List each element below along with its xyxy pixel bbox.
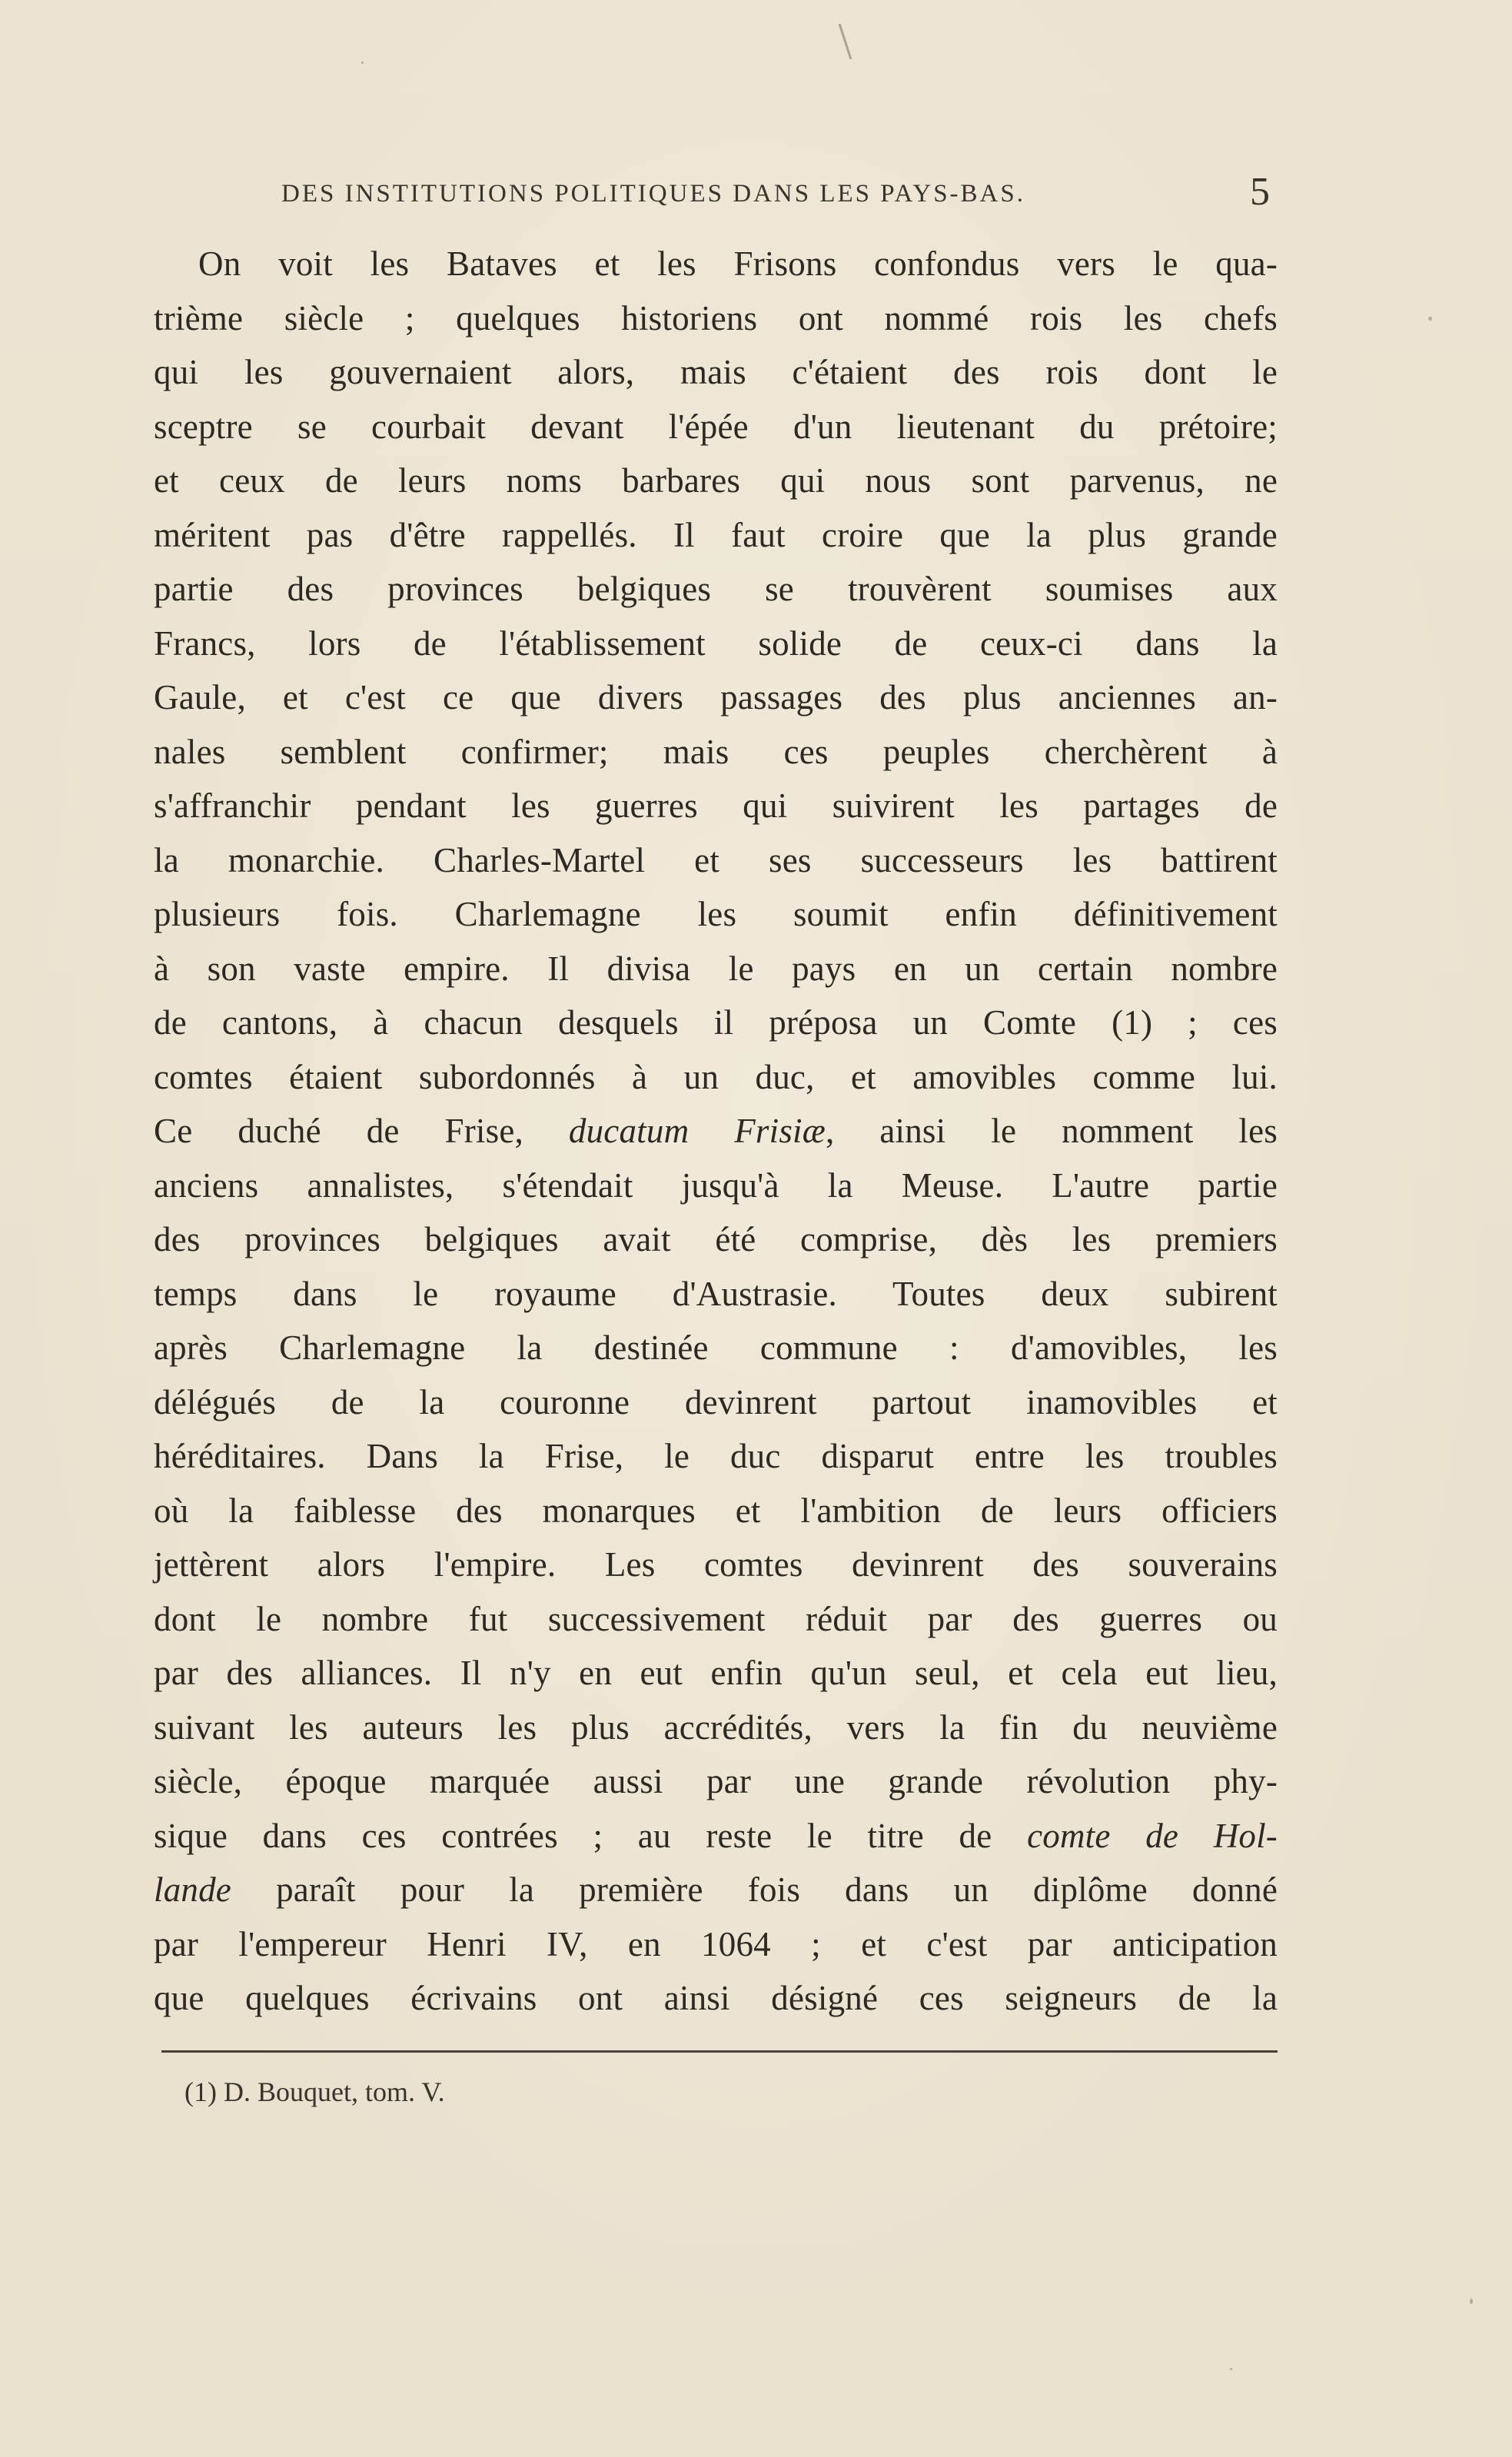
text-line: la monarchie. Charles-Martel et ses successeurs les battirent	[154, 840, 1278, 879]
text-line: délégués de la couronne devinrent partout inamovibles et	[154, 1382, 1278, 1421]
italic-term: comte de Hol-	[1027, 1816, 1278, 1855]
text-segment: , ainsi le nomment les	[825, 1112, 1278, 1150]
text-line	[154, 1104, 1278, 1159]
text-line: par l'empereur Henri IV, en 1064 ; et c'est par anticipation	[154, 1924, 1278, 1963]
text-line: de cantons, à chacun desquels il préposa un Comte (1) ; ces	[154, 1003, 1278, 1042]
text-line: siècle, époque marquée aussi par une grande révolution phy-	[154, 1762, 1278, 1800]
text-line: On voit les Bataves et les Frisons confondus vers le qua-	[198, 244, 1278, 283]
text-line	[154, 1863, 1278, 1917]
text-line	[154, 1809, 1278, 1864]
text-line: que quelques écrivains ont ainsi désigné ces seigneurs de la	[154, 1979, 1278, 2017]
text-line: où la faiblesse des monarques et l'ambition de leurs officiers	[154, 1491, 1278, 1530]
italic-term: ducatum Frisiæ	[568, 1112, 826, 1150]
ink-mark	[839, 24, 852, 60]
text-line: trième siècle ; quelques historiens ont nommé rois les chefs	[154, 298, 1278, 337]
body-text	[154, 237, 1278, 2026]
text-line: comtes étaient subordonnés à un duc, et amovibles comme lui.	[154, 1057, 1278, 1096]
text-line: nales semblent confirmer; mais ces peuples cherchèrent à	[154, 732, 1278, 771]
running-title: DES INSTITUTIONS POLITIQUES DANS LES PAYS-BAS.	[281, 180, 1025, 208]
text-line: après Charlemagne la destinée commune : d'amovibles, les	[154, 1328, 1278, 1367]
text-line: suivant les auteurs les plus accrédités, vers la fin du neuvième	[154, 1707, 1278, 1747]
text-segment: Ce duché de Frise,	[154, 1112, 569, 1150]
text-line: sceptre se courbait devant l'épée d'un lieutenant du prétoire;	[154, 407, 1278, 446]
text-line: qui les gouvernaient alors, mais c'étaient des rois dont le	[154, 353, 1278, 391]
text-line: s'affranchir pendant les guerres qui suivirent les partages de	[154, 786, 1278, 825]
text-line: Gaule, et c'est ce que divers passages des plus anciennes an-	[154, 678, 1278, 716]
text-line: anciens annalistes, s'étendait jusqu'à la Meuse. L'autre partie	[154, 1165, 1278, 1205]
text-line: plusieurs fois. Charlemagne les soumit enfin définitivement	[154, 895, 1278, 933]
text-segment: paraît pour la première fois dans un diplôme donné	[231, 1870, 1278, 1909]
text-line: temps dans le royaume d'Austrasie. Toutes deux subirent	[154, 1274, 1278, 1313]
footnote-rule	[161, 2050, 1278, 2053]
italic-term: lande	[154, 1870, 231, 1909]
page-header	[154, 170, 1276, 221]
text-segment: sique dans ces contrées ; au reste le titre de	[154, 1816, 1028, 1855]
text-line: jettèrent alors l'empire. Les comtes devinrent des souverains	[154, 1545, 1278, 1584]
text-line: Francs, lors de l'établissement solide de ceux-ci dans la	[154, 623, 1278, 663]
text-line: partie des provinces belgiques se trouvèrent soumises aux	[154, 570, 1278, 608]
text-line: dont le nombre fut successivement réduit par des guerres ou	[154, 1599, 1278, 1638]
footnote: (1) D. Bouquet, tom. V.	[184, 2076, 445, 2107]
text-line: et ceux de leurs noms barbares qui nous sont parvenus, ne	[154, 461, 1278, 500]
text-line: méritent pas d'être rappellés. Il faut croire que la plus grande	[154, 515, 1278, 554]
page-number: 5	[1250, 170, 1270, 214]
text-line: à son vaste empire. Il divisa le pays en un certain nombre	[154, 949, 1278, 988]
text-line: héréditaires. Dans la Frise, le duc disparut entre les troubles	[154, 1437, 1278, 1475]
text-line: par des alliances. Il n'y en eut enfin qu'un seul, et cela eut lieu,	[154, 1654, 1278, 1692]
text-line: des provinces belgiques avait été comprise, dès les premiers	[154, 1220, 1278, 1258]
